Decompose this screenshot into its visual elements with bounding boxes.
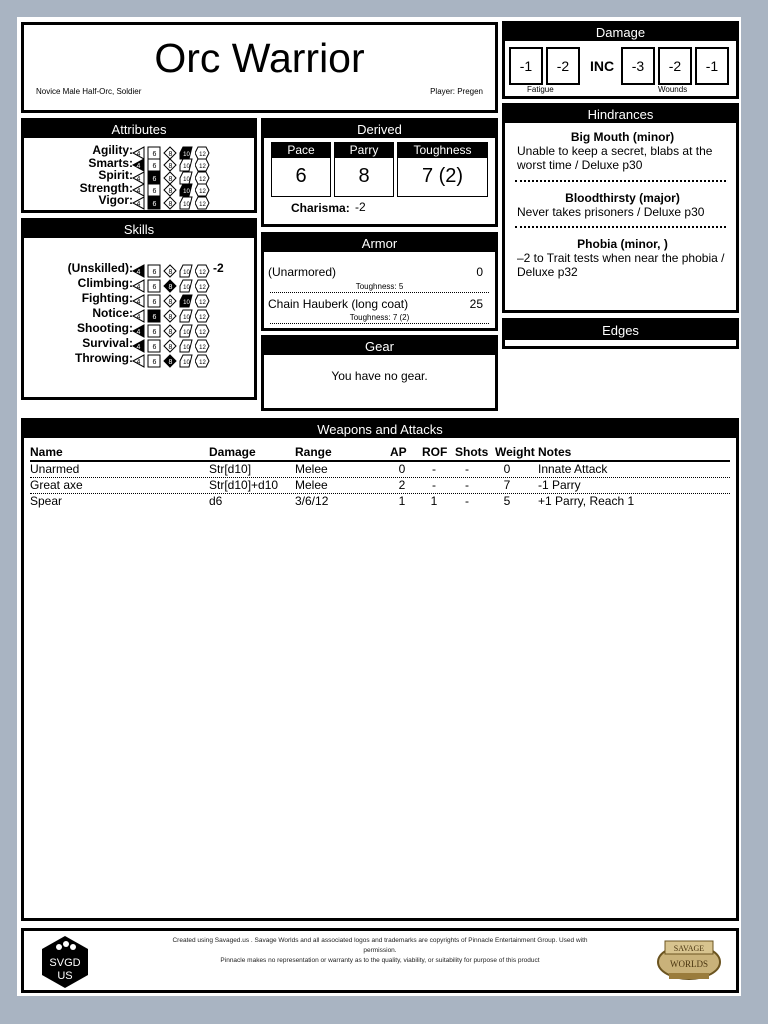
trait-row — [24, 322, 254, 335]
die-d10-icon[interactable] — [179, 339, 194, 353]
trait-row — [24, 182, 254, 195]
footer-line: Created using Savaged.us . Savage Worlds and all associated logos and trademarks are copyrights of Pinnacle Entertainment Group. Used with permission. — [172, 937, 588, 954]
trait-row — [24, 144, 254, 157]
die-label: 12 — [199, 176, 206, 183]
die-selector — [130, 352, 210, 370]
die-label: 4 — [136, 175, 141, 183]
die-label: 10 — [183, 201, 190, 208]
die-label: 8 — [168, 328, 173, 336]
damage-header: Damage — [505, 24, 736, 41]
die-label: 10 — [183, 176, 190, 183]
trait-row — [24, 157, 254, 170]
die-d12-icon[interactable] — [195, 264, 210, 278]
die-label: 4 — [136, 358, 141, 366]
die-d12-icon[interactable] — [195, 279, 210, 293]
armor-box — [261, 232, 498, 331]
trait-label: Strength: — [79, 180, 133, 195]
die-label: 6 — [152, 150, 157, 158]
die-d8-icon[interactable] — [163, 264, 178, 278]
die-label: 6 — [152, 163, 157, 171]
skills-box — [21, 218, 257, 400]
weapons-box — [21, 418, 739, 921]
wound-box-1[interactable]: -1 — [695, 47, 729, 85]
character-name: Orc Warrior — [154, 35, 365, 81]
parry-value: 8 — [358, 165, 370, 187]
pace-value: 6 — [295, 165, 307, 187]
die-label: 4 — [136, 283, 141, 291]
trait-row — [24, 352, 254, 365]
die-label: 12 — [199, 314, 206, 321]
die-label: 6 — [152, 268, 157, 276]
table-cell: Str[d10] — [209, 462, 252, 476]
armor-toughness: Toughness: 5 — [355, 282, 404, 291]
die-label: 10 — [183, 151, 190, 158]
die-label: 12 — [199, 151, 206, 158]
weapons-header-row — [30, 445, 730, 462]
die-d4-icon[interactable] — [131, 294, 146, 308]
weapons-header: Weapons and Attacks — [24, 421, 736, 438]
die-label: 12 — [199, 189, 206, 196]
edges-header: Edges — [505, 321, 736, 340]
col-name: Name — [30, 445, 63, 459]
trait-label: Shooting: — [77, 321, 133, 335]
edges-box — [502, 318, 739, 349]
die-label: 6 — [152, 313, 157, 321]
attributes-header: Attributes — [24, 121, 254, 138]
fatigue-box-1[interactable]: -1 — [509, 47, 543, 85]
die-label: 8 — [168, 163, 173, 171]
table-cell: Unarmed — [30, 462, 80, 476]
die-label: 12 — [199, 344, 206, 351]
die-d10-icon[interactable] — [179, 196, 194, 210]
die-label: 8 — [168, 150, 173, 158]
trait-row — [24, 337, 254, 350]
armor-name: (Unarmored) — [268, 265, 337, 279]
table-cell: Great axe — [30, 478, 83, 492]
trait-row — [24, 292, 254, 305]
die-d10-icon[interactable] — [179, 264, 194, 278]
divider — [270, 323, 489, 324]
incapacitated-label[interactable]: INC — [589, 58, 615, 74]
table-cell: - — [432, 462, 436, 476]
table-cell: Melee — [295, 462, 328, 476]
die-d8-icon[interactable] — [163, 339, 178, 353]
svgd-logo — [38, 935, 92, 989]
hindrance-text: Never takes prisoners / Deluxe p30 — [517, 205, 705, 219]
weapons-table — [30, 445, 730, 509]
die-label: 12 — [199, 329, 206, 336]
table-cell: d6 — [209, 494, 223, 508]
col-ap: AP — [390, 445, 407, 459]
die-d6-icon[interactable] — [147, 196, 162, 210]
die-d8-icon[interactable] — [163, 196, 178, 210]
character-description: Novice Male Half-Orc, Soldier — [36, 87, 142, 96]
armor-toughness: Toughness: 7 (2) — [349, 313, 410, 322]
wound-box-2[interactable]: -2 — [658, 47, 692, 85]
die-label: 10 — [183, 314, 190, 321]
die-label: 8 — [168, 268, 173, 276]
wounds-label: Wounds — [658, 85, 688, 94]
hindrance-text: –2 to Trait tests when near the phobia / Deluxe p32 — [517, 251, 725, 279]
die-label: 6 — [152, 358, 157, 366]
die-d8-icon[interactable] — [163, 294, 178, 308]
die-d4-icon[interactable] — [131, 279, 146, 293]
hindrance-text: Unable to keep a secret, blabs at the worst time / Deluxe p30 — [517, 144, 713, 172]
die-d8-icon[interactable] — [163, 309, 178, 323]
die-label: 6 — [152, 343, 157, 351]
armor-row — [268, 265, 489, 279]
savage-worlds-logo-text: WORLDS — [670, 959, 708, 969]
hindrance-item — [517, 191, 728, 219]
character-sheet — [17, 17, 741, 996]
col-range: Range — [295, 445, 332, 459]
die-d6-icon[interactable] — [147, 309, 162, 323]
die-label: 10 — [183, 329, 190, 336]
die-label: 6 — [152, 175, 157, 183]
die-label: 6 — [152, 328, 157, 336]
die-label: 8 — [168, 313, 173, 321]
gear-header: Gear — [264, 338, 495, 355]
armor-name: Chain Hauberk (long coat) — [268, 297, 409, 311]
die-label: 10 — [183, 359, 190, 366]
player-name: Player: Pregen — [430, 87, 483, 96]
die-label: 8 — [168, 343, 173, 351]
table-cell: 3/6/12 — [295, 494, 329, 508]
die-label: 4 — [136, 298, 141, 306]
die-label: 10 — [183, 284, 190, 291]
table-cell: Melee — [295, 478, 328, 492]
table-cell: 1 — [430, 494, 438, 508]
die-label: 12 — [199, 269, 206, 276]
table-cell: 0 — [398, 462, 406, 476]
die-selector — [130, 194, 210, 212]
armor-value: 0 — [476, 265, 483, 279]
derived-header: Derived — [264, 121, 495, 138]
die-label: 10 — [183, 344, 190, 351]
die-d6-icon[interactable] — [147, 339, 162, 353]
wound-box-3[interactable]: -3 — [621, 47, 655, 85]
divider — [515, 180, 726, 182]
table-cell: -1 Parry — [538, 478, 581, 492]
table-row — [30, 462, 730, 478]
die-d8-icon[interactable] — [163, 354, 178, 368]
table-cell: 0 — [503, 462, 511, 476]
die-label: 12 — [199, 359, 206, 366]
die-d4-icon[interactable] — [131, 339, 146, 353]
trait-label: Notice: — [92, 306, 133, 320]
gear-empty-text: You have no gear. — [331, 369, 428, 383]
gear-box — [261, 335, 498, 411]
die-label: 8 — [168, 283, 173, 291]
pace-panel — [271, 142, 331, 197]
savage-worlds-logo — [656, 937, 722, 985]
die-label: 8 — [168, 188, 173, 196]
die-d8-icon[interactable] — [163, 279, 178, 293]
trait-row — [24, 169, 254, 182]
die-d12-icon[interactable] — [195, 309, 210, 323]
die-d4-icon[interactable] — [131, 324, 146, 338]
toughness-label: Toughness — [398, 143, 487, 158]
die-d12-icon[interactable] — [195, 354, 210, 368]
table-cell: - — [465, 462, 469, 476]
footer-box — [21, 928, 739, 993]
fatigue-label: Fatigue — [527, 85, 554, 94]
divider — [270, 292, 489, 293]
die-d12-icon[interactable] — [195, 324, 210, 338]
savage-worlds-logo-text: SAVAGE — [673, 944, 705, 953]
table-cell: 2 — [398, 478, 406, 492]
die-d4-icon[interactable] — [131, 354, 146, 368]
table-cell: - — [465, 494, 469, 508]
footer-line: Pinnacle makes no representation or warranty as to the quality, viability, or suitability for purpose of this product — [220, 957, 540, 964]
derived-box — [261, 118, 498, 227]
die-d6-icon[interactable] — [147, 294, 162, 308]
trait-label: Vigor: — [98, 193, 133, 207]
die-label: 12 — [199, 201, 206, 208]
die-label: 12 — [199, 299, 206, 306]
die-label: 4 — [136, 188, 141, 196]
die-label: 8 — [168, 175, 173, 183]
die-d6-icon[interactable] — [147, 264, 162, 278]
trait-label: (Unskilled): — [67, 261, 133, 275]
die-label: 4 — [136, 200, 141, 208]
table-cell: Spear — [30, 494, 63, 508]
trait-row — [24, 262, 254, 275]
svgd-logo-text: SVGD — [49, 957, 81, 969]
die-d4-icon[interactable] — [131, 196, 146, 210]
die-label: 4 — [136, 328, 141, 336]
col-shots: Shots — [455, 445, 489, 459]
die-label: 4 — [136, 150, 141, 158]
svgd-logo-text: US — [57, 970, 73, 982]
toughness-panel — [397, 142, 488, 197]
die-label: 4 — [136, 268, 141, 276]
skills-header: Skills — [24, 221, 254, 238]
hindrances-box — [502, 103, 739, 313]
col-damage: Damage — [209, 445, 256, 459]
die-d6-icon[interactable] — [147, 354, 162, 368]
die-d10-icon[interactable] — [179, 294, 194, 308]
die-d6-icon[interactable] — [147, 279, 162, 293]
damage-box — [502, 21, 739, 99]
die-label: 4 — [136, 163, 141, 171]
die-d12-icon[interactable] — [195, 339, 210, 353]
table-cell: 1 — [398, 494, 406, 508]
trait-row — [24, 194, 254, 207]
die-label: 8 — [168, 358, 173, 366]
trait-row — [24, 277, 254, 290]
die-label: 4 — [136, 343, 141, 351]
trait-label: Agility: — [92, 143, 133, 157]
die-label: 6 — [152, 283, 157, 291]
die-label: 6 — [152, 200, 157, 208]
armor-row — [268, 297, 489, 311]
die-d12-icon[interactable] — [195, 294, 210, 308]
divider — [515, 226, 726, 228]
die-d4-icon[interactable] — [131, 309, 146, 323]
footer-copyright — [164, 936, 596, 966]
hindrance-name: Big Mouth (minor) — [570, 130, 675, 144]
parry-label: Parry — [335, 143, 393, 158]
trait-label: Throwing: — [75, 351, 133, 365]
col-weight: Weight — [495, 445, 535, 459]
die-d4-icon[interactable] — [131, 264, 146, 278]
charisma-label: Charisma: — [291, 201, 350, 215]
die-d10-icon[interactable] — [179, 309, 194, 323]
col-rof: ROF — [422, 445, 448, 459]
title-box — [21, 22, 498, 113]
die-d10-icon[interactable] — [179, 354, 194, 368]
trait-label: Climbing: — [77, 276, 133, 290]
hindrances-header: Hindrances — [505, 106, 736, 123]
die-label: 8 — [168, 200, 173, 208]
table-row — [30, 494, 730, 509]
hindrance-item — [517, 237, 728, 279]
trait-row — [24, 307, 254, 320]
die-label: 10 — [183, 164, 190, 171]
die-d10-icon[interactable] — [179, 324, 194, 338]
table-cell: +1 Parry, Reach 1 — [538, 494, 635, 508]
table-cell: Innate Attack — [538, 462, 608, 476]
die-label: 10 — [183, 189, 190, 196]
die-d10-icon[interactable] — [179, 279, 194, 293]
die-label: 10 — [183, 299, 190, 306]
trait-modifier: -2 — [213, 261, 224, 275]
die-d12-icon[interactable] — [195, 196, 210, 210]
armor-header: Armor — [264, 235, 495, 252]
table-cell: 7 — [503, 478, 511, 492]
die-label: 6 — [152, 188, 157, 196]
trait-label: Smarts: — [88, 155, 133, 170]
die-label: 6 — [152, 298, 157, 306]
table-cell: - — [465, 478, 469, 492]
trait-label: Spirit: — [98, 168, 133, 182]
parry-panel — [334, 142, 394, 197]
die-label: 10 — [183, 269, 190, 276]
table-cell: - — [432, 478, 436, 492]
col-notes: Notes — [538, 445, 572, 459]
pace-label: Pace — [272, 143, 330, 158]
die-label: 8 — [168, 298, 173, 306]
toughness-value: 7 (2) — [421, 165, 464, 187]
die-label: 12 — [199, 164, 206, 171]
trait-label: Survival: — [82, 336, 133, 350]
trait-label: Fighting: — [81, 291, 133, 305]
die-d6-icon[interactable] — [147, 324, 162, 338]
fatigue-box-2[interactable]: -2 — [546, 47, 580, 85]
table-row — [30, 478, 730, 494]
die-label: 4 — [136, 313, 141, 321]
armor-value: 25 — [469, 297, 483, 311]
table-cell: Str[d10]+d10 — [209, 478, 279, 492]
hindrance-name: Phobia (minor, ) — [577, 237, 668, 251]
charisma-value: -2 — [355, 200, 366, 214]
hindrance-name: Bloodthirsty (major) — [565, 191, 680, 205]
table-cell: 5 — [503, 494, 511, 508]
die-d8-icon[interactable] — [163, 324, 178, 338]
hindrance-item — [517, 130, 728, 172]
attributes-box — [21, 118, 257, 213]
die-label: 12 — [199, 284, 206, 291]
